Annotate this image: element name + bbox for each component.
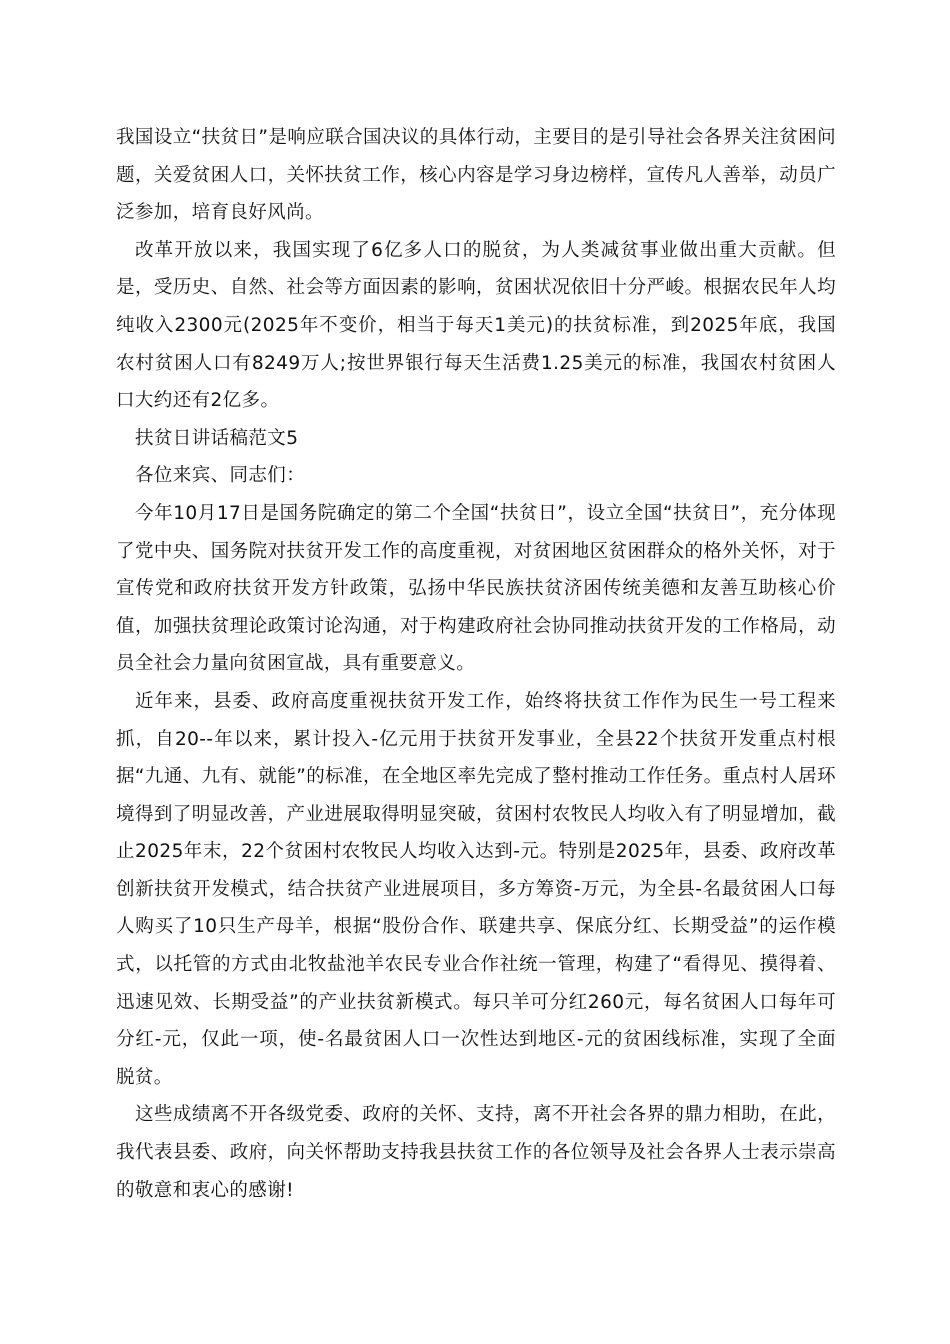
paragraph-3: 今年10月17日是国务院确定的第二个全国“扶贫日”，设立全国“扶贫日”，充分体现了党中央、国务院对扶贫开发工作的高度重视，对贫困地区贫困群众的格外关怀，对于宣传党和政府扶贫开发方针政策，弘扬中华民族扶贫济困传统美德和友善互助核心价值，加强扶贫理论政策讨论沟通，对于构建政府社会协同推动扶贫开发的工作格局，动员全社会力量向贫困宣战，具有重要意义。 bbox=[116, 502, 836, 675]
paragraph-5: 这些成绩离不开各级党委、政府的关怀、支持，离不开社会各界的鼎力相助，在此，我代表县委、政府，向关怀帮助支持我县扶贫工作的各位领导及社会各界人士表示崇高的敬意和衷心的感谢! bbox=[116, 1104, 836, 1201]
paragraph-1: 我国设立“扶贫日”是响应联合国决议的具体行动，主要目的是引导社会各界关注贫困问题，关爱贫困人口，关怀扶贫工作，核心内容是学习身边榜样，宣传凡人善举，动员广泛参加，培育良好风尚。 bbox=[116, 127, 836, 224]
salutation: 各位来宾、同志们： bbox=[135, 465, 306, 487]
section-heading: 扶贫日讲话稿范文5 bbox=[135, 427, 299, 449]
paragraph-4: 近年来，县委、政府高度重视扶贫开发工作，始终将扶贫工作作为民生一号工程来抓，自20--年以来，累计投入-亿元用于扶贫开发事业，全县22个扶贫开发重点村根据“九通、九有、就能”的标准，在全地区率先完成了整村推动工作任务。重点村人居环境得到了明显改善，产业进展取得明显突破，贫困村农牧民人均收入有了明显增加，截止2025年末，22个贫困村农牧民人均收入达到-元。特别是2025年，县委、政府改革创新扶贫开发模式，结合扶贫产业进展项目，多方筹资-万元，为全县-名最贫困人口每人购买了10只生产母羊，根据“股份合作、联建共享、保底分红、长期受益”的运作模式，以托管的方式由北牧盐池羊农民专业合作社统一管理，构建了“看得见、摸得着、迅速见效、长期受益”的产业扶贫新模式。每只羊可分红260元，每名贫困人口每年可分红-元，仅此一项，使-名最贫困人口一次性达到地区-元的贫困线标准，实现了全面脱贫。 bbox=[116, 690, 836, 1088]
paragraph-2: 改革开放以来，我国实现了6亿多人口的脱贫，为人类减贫事业做出重大贡献。但是，受历史、自然、社会等方面因素的影响，贫困状况依旧十分严峻。根据农民年人均纯收入2300元(2025年不变价，相当于每天1美元)的扶贫标准，到2025年底，我国农村贫困人口有8249万人;按世界银行每天生活费1.25美元的标准，我国农村贫困人口大约还有2亿多。 bbox=[116, 239, 836, 412]
document-body bbox=[116, 119, 836, 1209]
